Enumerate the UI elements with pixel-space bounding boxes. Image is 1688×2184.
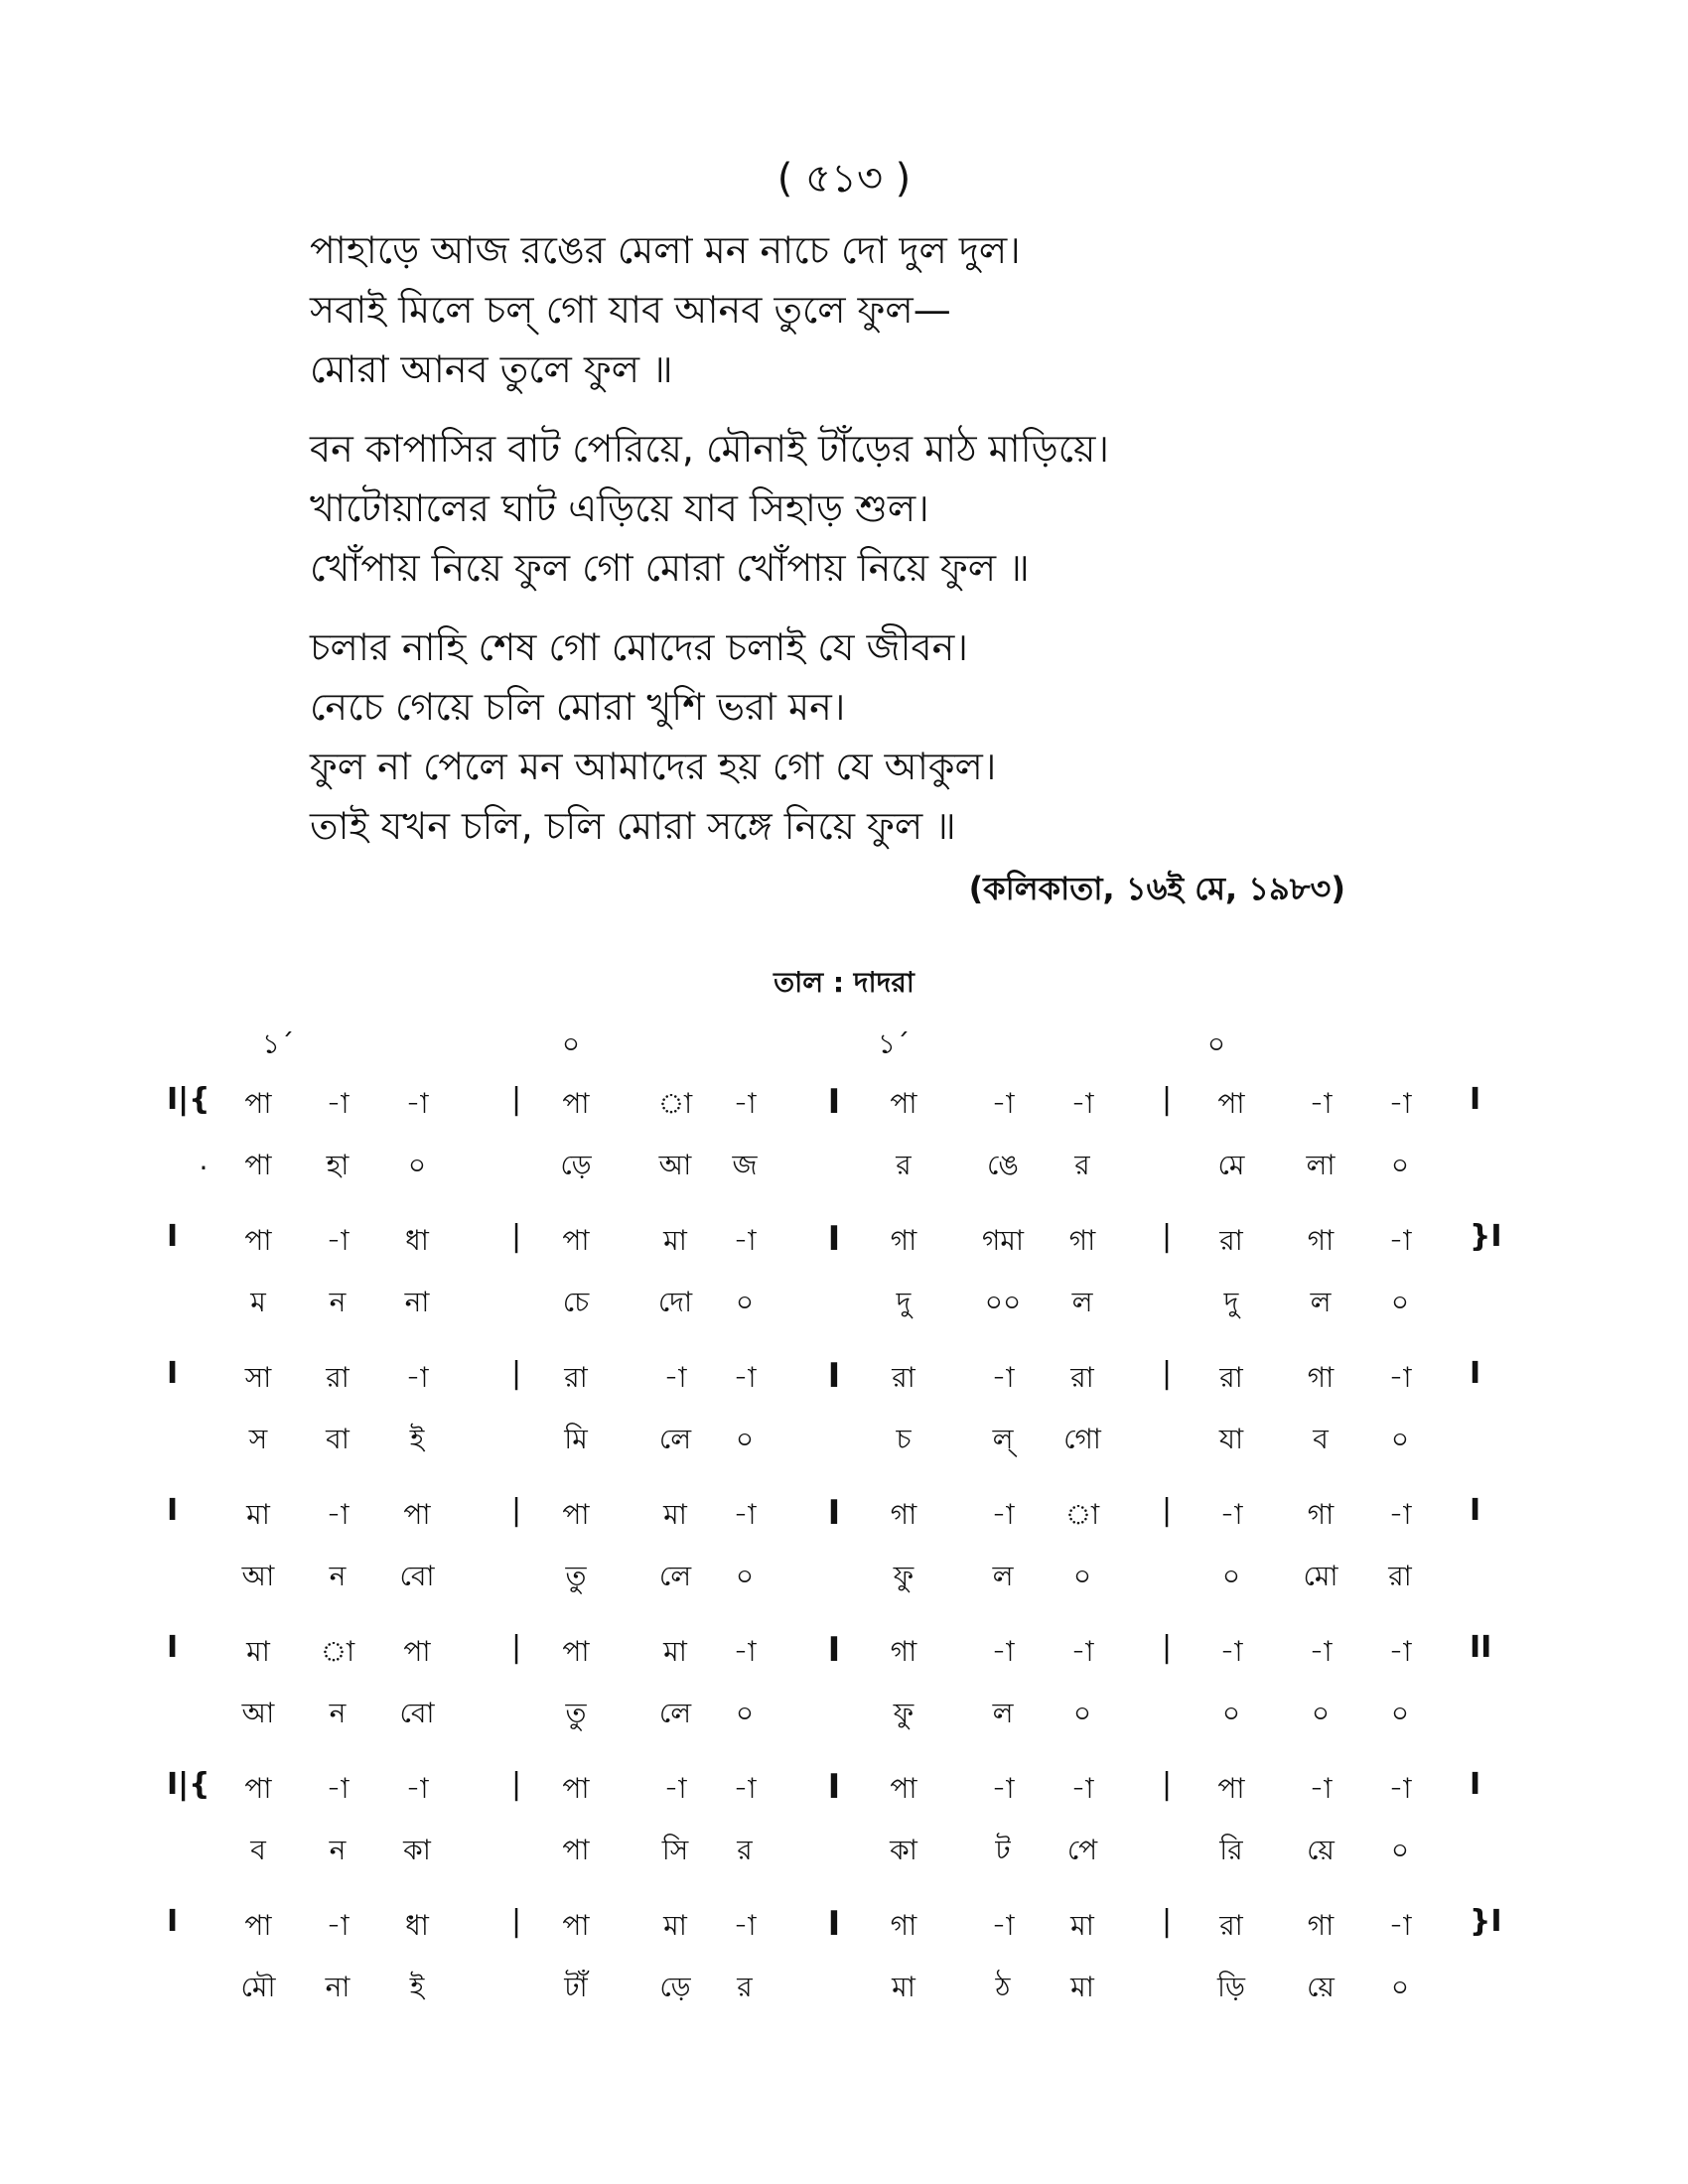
notation-block (0, 1493, 1688, 1630)
swara-note: -া (1070, 1087, 1094, 1120)
swara-note: গা (1307, 1224, 1335, 1257)
end-bar-mark: II (1470, 1630, 1492, 1665)
swara-note: -া (733, 1224, 757, 1257)
lyric-syllable: তু (565, 1560, 587, 1592)
swara-note: -া (991, 1635, 1015, 1668)
swara-note: মা (663, 1498, 687, 1531)
lyric-syllable: গো (1063, 1423, 1101, 1455)
lyric-syllable: রা (1388, 1560, 1412, 1592)
end-bar-mark: }I (1470, 1904, 1502, 1939)
lyric-syllable: জ (732, 1149, 758, 1181)
beat-mark: ১´ (877, 1027, 911, 1060)
tala-title: তাল : দাদরা (774, 966, 914, 999)
notation-block (0, 1630, 1688, 1767)
lyric-syllable: ০ (1390, 1286, 1410, 1318)
lyric-syllable: ন (329, 1834, 347, 1866)
lyric-syllable: ০ (407, 1149, 427, 1181)
swara-note: -া (663, 1361, 687, 1394)
lyric-syllable: ০ (1390, 1834, 1410, 1866)
lyric-row-mark: . (199, 1144, 209, 1176)
swara-note: -া (1309, 1087, 1333, 1120)
swara-note: -া (991, 1909, 1015, 1942)
swara-note: পা (562, 1498, 590, 1531)
swara-note: -া (405, 1087, 429, 1120)
swara-note: -া (991, 1361, 1015, 1394)
lyric-row (0, 1966, 1688, 2005)
bar-line: | (1161, 1356, 1173, 1391)
swara-note: পা (890, 1087, 917, 1120)
end-bar-mark: I (1470, 1356, 1481, 1391)
start-bar-mark: I (167, 1630, 179, 1665)
lyric-syllable: দু (896, 1286, 912, 1318)
swara-note: মা (663, 1635, 687, 1668)
swara-note: -া (1070, 1635, 1094, 1668)
swara-note: -া (1388, 1087, 1412, 1120)
lyric-syllable: ল (992, 1697, 1014, 1729)
lyric-syllable: লা (1306, 1149, 1336, 1181)
bar-line: | (510, 1219, 522, 1254)
lyric-syllable: ০ (1390, 1971, 1410, 2003)
lyric-syllable: মি (564, 1423, 588, 1455)
swara-row (0, 1356, 1688, 1396)
swara-row (0, 1219, 1688, 1259)
swara-note: -া (326, 1498, 350, 1531)
swara-note: রা (564, 1361, 588, 1394)
swara-note: মা (663, 1909, 687, 1942)
bar-line: I (827, 1219, 841, 1259)
stanza (310, 220, 1109, 399)
end-bar-mark: I (1470, 1082, 1481, 1117)
swara-note: গমা (981, 1224, 1025, 1257)
notation (0, 1082, 1688, 2041)
lyric-row (0, 1829, 1688, 1868)
bar-line: | (510, 1767, 522, 1802)
swara-note: রা (1219, 1361, 1243, 1394)
page-number: ( ৫১৩ ) (776, 156, 912, 202)
lyric-syllable: ম (250, 1286, 266, 1318)
lyric-line: চলার নাহি শেষ গো মোদের চলাই যে জীবন। (310, 625, 968, 669)
swara-note: গা (1307, 1498, 1335, 1531)
bar-line: | (1161, 1904, 1173, 1939)
start-bar-mark: I (167, 1356, 179, 1391)
lyric-line: তাই যখন চলি, চলি মোরা সঙ্গে নিয়ে ফুল ॥ (310, 804, 956, 848)
lyric-syllable: ০ (1390, 1697, 1410, 1729)
bar-line: | (1161, 1630, 1173, 1665)
swara-note: -া (326, 1087, 350, 1120)
bar-line: | (510, 1356, 522, 1391)
lyric-syllable: মো (1303, 1560, 1338, 1592)
start-bar-mark: I (167, 1493, 179, 1528)
swara-note: গা (890, 1635, 917, 1668)
lyric-syllable: পা (562, 1834, 590, 1866)
swara-note: -া (405, 1772, 429, 1805)
lyric-syllable: টাঁ (564, 1971, 588, 2003)
swara-note: পা (244, 1224, 272, 1257)
bar-line: | (510, 1630, 522, 1665)
lyric-syllable: ০ (1072, 1560, 1092, 1592)
swara-note: গা (1307, 1361, 1335, 1394)
swara-note: ধা (405, 1224, 429, 1257)
lyric-syllable: র (896, 1149, 912, 1181)
swara-note: পা (1217, 1087, 1245, 1120)
notation-block (0, 1904, 1688, 2041)
notation-block (0, 1082, 1688, 1219)
lyric-syllable: ড়ে (560, 1149, 592, 1181)
lyric-syllable: মা (892, 1971, 915, 2003)
lyric-row (0, 1418, 1688, 1457)
lyric-row (0, 1692, 1688, 1731)
swara-note: ধা (405, 1909, 429, 1942)
bar-line: | (1161, 1219, 1173, 1254)
swara-note: মা (246, 1635, 270, 1668)
lyric-line: খোঁপায় নিয়ে ফুল গো মোরা খোঁপায় নিয়ে ফুল ॥ (310, 546, 1030, 590)
swara-note: -া (1219, 1498, 1243, 1531)
swara-note: -া (1219, 1635, 1243, 1668)
lyric-syllable: মা (1070, 1971, 1094, 2003)
lyric-syllable: ০ (735, 1697, 755, 1729)
end-bar-mark: I (1470, 1493, 1481, 1528)
swara-note: রা (326, 1361, 350, 1394)
swara-note: পা (562, 1772, 590, 1805)
lyric-syllable: র (737, 1971, 753, 2003)
song-lyrics (310, 220, 1109, 876)
swara-note: -া (991, 1772, 1015, 1805)
swara-note: রা (1070, 1361, 1094, 1394)
lyric-syllable: লে (658, 1560, 692, 1592)
bar-line: I (827, 1356, 841, 1396)
swara-note: পা (890, 1772, 917, 1805)
swara-note: পা (562, 1224, 590, 1257)
lyric-syllable: ০ (735, 1423, 755, 1455)
lyric-row (0, 1555, 1688, 1594)
bar-line: I (827, 1630, 841, 1670)
lyric-syllable: ন (329, 1697, 347, 1729)
lyric-syllable: ০ (735, 1560, 755, 1592)
swara-note: রা (1219, 1224, 1243, 1257)
lyric-line: বন কাপাসির বাট পেরিয়ে, মৌনাই টাঁড়ের মাঠ মাড়িয়ে। (310, 427, 1109, 471)
lyric-syllable: বো (399, 1697, 435, 1729)
lyric-syllable: ০ (1390, 1423, 1410, 1455)
lyric-syllable: আ (658, 1149, 692, 1181)
swara-note: া (320, 1635, 355, 1668)
lyric-syllable: বো (399, 1560, 435, 1592)
swara-note: পা (1217, 1772, 1245, 1805)
lyric-syllable: আ (241, 1560, 275, 1592)
start-bar-mark: I (167, 1219, 179, 1254)
swara-note: -া (733, 1772, 757, 1805)
lyric-syllable: র (1074, 1149, 1090, 1181)
swara-note: া (1064, 1498, 1100, 1531)
lyric-syllable: বা (326, 1423, 350, 1455)
lyric-syllable: ০ (1390, 1149, 1410, 1181)
swara-row (0, 1493, 1688, 1533)
lyric-row (0, 1281, 1688, 1320)
swara-note: রা (1219, 1909, 1243, 1942)
place-date: (কলিকাতা, ১৬ই মে, ১৯৮৩) (968, 870, 1345, 907)
bar-line: | (510, 1082, 522, 1117)
lyric-syllable: যা (1218, 1423, 1244, 1455)
bar-line: I (827, 1493, 841, 1533)
lyric-syllable: কা (890, 1834, 917, 1866)
lyric-syllable: ০ (1221, 1560, 1241, 1592)
swara-note: পা (403, 1635, 431, 1668)
lyric-syllable: রি (1219, 1834, 1243, 1866)
swara-note: -া (733, 1909, 757, 1942)
lyric-syllable: ০ (1311, 1697, 1331, 1729)
lyric-syllable: না (404, 1286, 430, 1318)
swara-row (0, 1767, 1688, 1807)
lyric-syllable: হা (326, 1149, 350, 1181)
swara-note: -া (1309, 1772, 1333, 1805)
swara-note: -া (733, 1498, 757, 1531)
lyric-syllable: ল (992, 1560, 1014, 1592)
swara-note: গা (890, 1498, 917, 1531)
lyric-syllable: ব (1313, 1423, 1329, 1455)
lyric-syllable: ঙে (987, 1149, 1019, 1181)
lyric-syllable: ট (995, 1834, 1011, 1866)
beat-mark: ১´ (261, 1027, 295, 1060)
lyric-syllable: স (248, 1423, 268, 1455)
lyric-syllable: লে (658, 1423, 692, 1455)
beat-mark: ০ (1206, 1027, 1226, 1060)
swara-note: -া (1388, 1635, 1412, 1668)
swara-note: -া (663, 1772, 687, 1805)
swara-row (0, 1904, 1688, 1944)
end-bar-mark: I (1470, 1767, 1481, 1802)
swara-note: সা (244, 1361, 272, 1394)
lyric-syllable: পে (1066, 1834, 1098, 1866)
swara-note: গা (1068, 1224, 1096, 1257)
lyric-line: নেচে গেয়ে চলি মোরা খুশি ভরা মন। (310, 685, 846, 729)
lyric-syllable: ফু (893, 1697, 914, 1729)
swara-note: গা (890, 1224, 917, 1257)
swara-note: পা (244, 1772, 272, 1805)
swara-note: গা (1307, 1909, 1335, 1942)
swara-note: -া (1388, 1498, 1412, 1531)
lyric-syllable: মে (1217, 1149, 1245, 1181)
bar-line: | (510, 1904, 522, 1939)
lyric-row (0, 1144, 1688, 1183)
swara-note: -া (405, 1361, 429, 1394)
lyric-syllable: পা (244, 1149, 272, 1181)
end-bar-mark: }I (1470, 1219, 1502, 1254)
swara-note: মা (246, 1498, 270, 1531)
lyric-syllable: ল (1071, 1286, 1093, 1318)
lyric-syllable: লে (658, 1697, 692, 1729)
swara-note: -া (1388, 1909, 1412, 1942)
swara-note: -া (733, 1087, 757, 1120)
lyric-syllable: দু (1223, 1286, 1239, 1318)
swara-note: পা (562, 1635, 590, 1668)
swara-note: -া (326, 1909, 350, 1942)
bar-line: | (1161, 1493, 1173, 1528)
swara-note: পা (562, 1909, 590, 1942)
lyric-syllable: ই (409, 1971, 425, 2003)
lyric-syllable: দো (657, 1286, 693, 1318)
swara-note: -া (1388, 1361, 1412, 1394)
lyric-syllable: কা (403, 1834, 431, 1866)
swara-note: -া (1309, 1635, 1333, 1668)
lyric-syllable: না (325, 1971, 351, 2003)
swara-note: া (657, 1087, 693, 1120)
start-bar-mark: I|{ (167, 1767, 211, 1802)
lyric-line: সবাই মিলে চল্ গো যাব আনব তুলে ফুল— (310, 288, 951, 332)
beat-mark: ০ (561, 1027, 581, 1060)
bar-line: I (827, 1767, 841, 1807)
swara-note: -া (326, 1224, 350, 1257)
lyric-syllable: র (737, 1834, 753, 1866)
lyric-syllable: ল (1310, 1286, 1332, 1318)
lyric-line: মোরা আনব তুলে ফুল ॥ (310, 347, 673, 391)
swara-note: মা (1070, 1909, 1094, 1942)
stanza (310, 419, 1109, 598)
lyric-syllable: চ (896, 1423, 912, 1455)
bar-line: I (827, 1082, 841, 1122)
swara-note: -া (991, 1498, 1015, 1531)
swara-row (0, 1082, 1688, 1122)
lyric-syllable: ড়ে (659, 1971, 691, 2003)
lyric-syllable: ০০ (984, 1286, 1022, 1318)
swara-note: -া (1388, 1224, 1412, 1257)
swara-note: পা (403, 1498, 431, 1531)
lyric-syllable: ন (329, 1286, 347, 1318)
notation-block (0, 1767, 1688, 1904)
swara-note: -া (733, 1361, 757, 1394)
swara-note: -া (1388, 1772, 1412, 1805)
lyric-syllable: য়ে (1307, 1971, 1335, 2003)
lyric-syllable: ঠ (995, 1971, 1011, 2003)
lyric-syllable: ০ (1221, 1697, 1241, 1729)
swara-note: গা (890, 1909, 917, 1942)
lyric-syllable: আ (241, 1697, 275, 1729)
swara-note: রা (892, 1361, 915, 1394)
notation-block (0, 1356, 1688, 1493)
lyric-syllable: মৌ (240, 1971, 276, 2003)
lyric-syllable: সি (661, 1834, 689, 1866)
lyric-line: ফুল না পেলে মন আমাদের হয় গো যে আকুল। (310, 745, 997, 788)
swara-note: -া (733, 1635, 757, 1668)
bar-line: | (510, 1493, 522, 1528)
start-bar-mark: I|{ (167, 1082, 211, 1117)
lyric-syllable: ফু (893, 1560, 914, 1592)
lyric-syllable: ড়ি (1217, 1971, 1245, 2003)
bar-line: I (827, 1904, 841, 1944)
lyric-line: পাহাড়ে আজ রঙের মেলা মন নাচে দো দুল দুল। (310, 228, 1021, 272)
lyric-syllable: ০ (735, 1286, 755, 1318)
swara-note: পা (562, 1087, 590, 1120)
lyric-line: খাটোয়ালের ঘাট এড়িয়ে যাব সিহাড় শুল। (310, 486, 929, 530)
lyric-syllable: ন (329, 1560, 347, 1592)
swara-row (0, 1630, 1688, 1670)
lyric-syllable: চে (562, 1286, 590, 1318)
beat-marks (0, 1023, 1688, 1062)
lyric-syllable: ব (250, 1834, 266, 1866)
swara-note: পা (244, 1909, 272, 1942)
start-bar-mark: I (167, 1904, 179, 1939)
bar-line: | (1161, 1767, 1173, 1802)
lyric-syllable: ই (409, 1423, 425, 1455)
swara-note: পা (244, 1087, 272, 1120)
swara-note: -া (326, 1772, 350, 1805)
lyric-syllable: ল্ (992, 1423, 1014, 1455)
lyric-syllable: তু (565, 1697, 587, 1729)
swara-note: মা (663, 1224, 687, 1257)
swara-note: -া (991, 1087, 1015, 1120)
lyric-syllable: ০ (1072, 1697, 1092, 1729)
stanza (310, 617, 1109, 856)
lyric-syllable: য়ে (1307, 1834, 1335, 1866)
notation-block (0, 1219, 1688, 1356)
swara-note: -া (1070, 1772, 1094, 1805)
bar-line: | (1161, 1082, 1173, 1117)
